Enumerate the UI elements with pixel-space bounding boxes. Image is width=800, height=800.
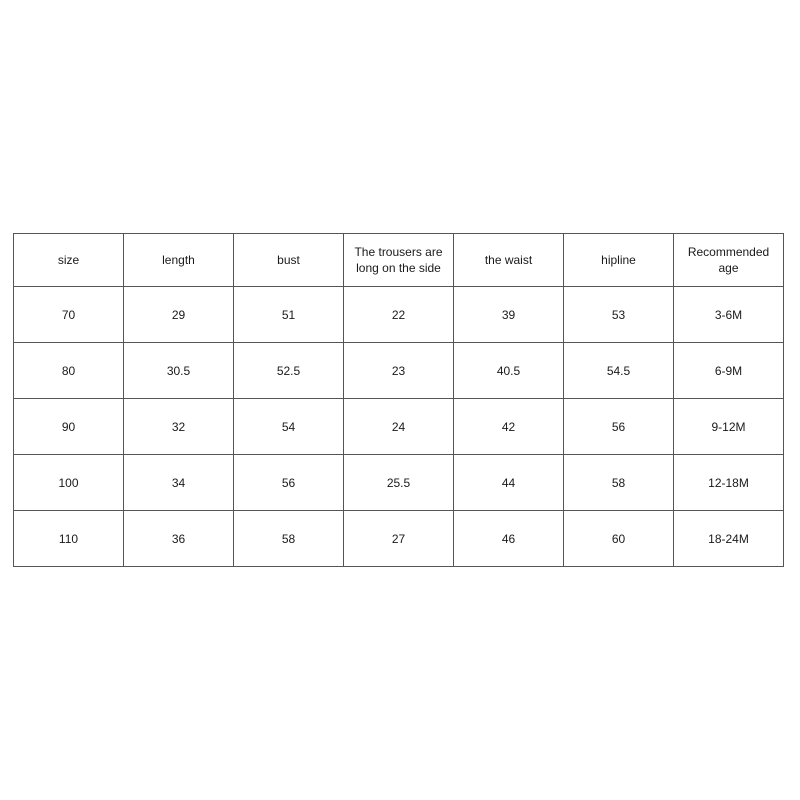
cell-length: 29 <box>124 287 234 343</box>
header-waist: the waist <box>454 234 564 287</box>
cell-recommended-age: 12-18M <box>674 455 784 511</box>
cell-waist: 42 <box>454 399 564 455</box>
table-row <box>14 287 784 343</box>
cell-length: 36 <box>124 511 234 567</box>
cell-waist: 39 <box>454 287 564 343</box>
cell-recommended-age: 3-6M <box>674 287 784 343</box>
cell-waist: 46 <box>454 511 564 567</box>
cell-trouser-side-length: 24 <box>344 399 454 455</box>
cell-trouser-side-length: 27 <box>344 511 454 567</box>
cell-size: 90 <box>14 399 124 455</box>
header-trouser-side-length: The trousers are long on the side <box>344 234 454 287</box>
cell-recommended-age: 9-12M <box>674 399 784 455</box>
cell-bust: 52.5 <box>234 343 344 399</box>
header-length: length <box>124 234 234 287</box>
size-chart-header <box>14 234 784 287</box>
cell-hipline: 58 <box>564 455 674 511</box>
cell-bust: 51 <box>234 287 344 343</box>
size-chart-table <box>13 233 784 567</box>
cell-length: 34 <box>124 455 234 511</box>
cell-trouser-side-length: 25.5 <box>344 455 454 511</box>
cell-bust: 58 <box>234 511 344 567</box>
cell-hipline: 53 <box>564 287 674 343</box>
cell-bust: 54 <box>234 399 344 455</box>
cell-waist: 40.5 <box>454 343 564 399</box>
cell-trouser-side-length: 22 <box>344 287 454 343</box>
size-chart-body <box>14 287 784 567</box>
cell-size: 100 <box>14 455 124 511</box>
header-hipline: hipline <box>564 234 674 287</box>
table-row <box>14 455 784 511</box>
cell-size: 110 <box>14 511 124 567</box>
cell-waist: 44 <box>454 455 564 511</box>
header-size: size <box>14 234 124 287</box>
header-recommended-age: Recommended age <box>674 234 784 287</box>
cell-recommended-age: 18-24M <box>674 511 784 567</box>
cell-size: 80 <box>14 343 124 399</box>
cell-recommended-age: 6-9M <box>674 343 784 399</box>
cell-size: 70 <box>14 287 124 343</box>
table-row <box>14 399 784 455</box>
header-row <box>14 234 784 287</box>
cell-trouser-side-length: 23 <box>344 343 454 399</box>
table-row <box>14 343 784 399</box>
header-bust: bust <box>234 234 344 287</box>
cell-hipline: 56 <box>564 399 674 455</box>
cell-hipline: 60 <box>564 511 674 567</box>
cell-length: 30.5 <box>124 343 234 399</box>
cell-hipline: 54.5 <box>564 343 674 399</box>
cell-length: 32 <box>124 399 234 455</box>
table-row <box>14 511 784 567</box>
cell-bust: 56 <box>234 455 344 511</box>
